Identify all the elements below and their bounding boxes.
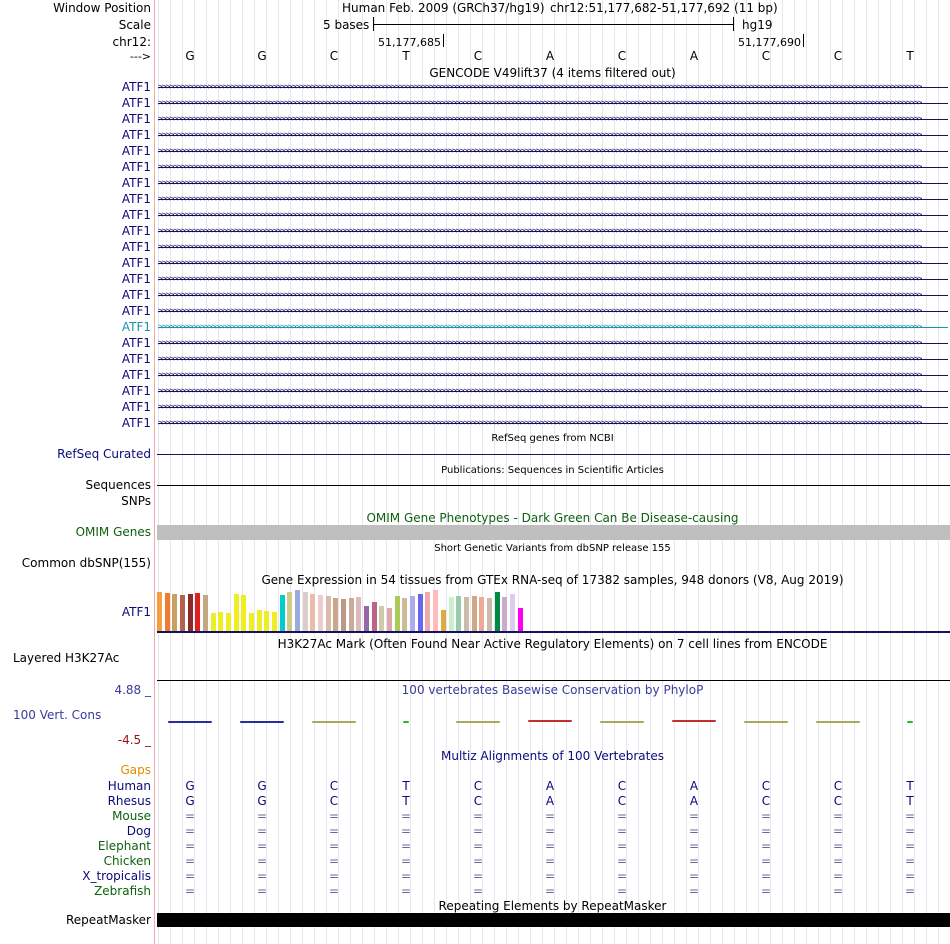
alignment-base: =: [832, 869, 844, 883]
alignment-base: A: [689, 794, 699, 808]
alignment-base: =: [544, 824, 556, 838]
scale-bar-right: [733, 17, 734, 31]
alignment-base: C: [473, 779, 483, 793]
track-labels-panel: [0, 0, 154, 944]
gtex-tissue-bar[interactable]: [272, 612, 277, 631]
gtex-tissue-bar[interactable]: [280, 595, 285, 631]
alignment-base: G: [257, 794, 267, 808]
alignment-base: G: [257, 779, 267, 793]
gene-strand-arrows: >>>>>>>>>>>>>>>>>>>>>>>>>>>>>>>>>>>>>>>>>>>>>>>>>>>>>>>>>>>>>>>>>>>>>>>>>>>>>>>>>>>>>>>>>>>>>>>>>>>>>>>>>>>>>>>>>>>>>>>>>>>>>>>>>>>>>>>>>>>>>>>>>>>>>>>>>>>>>>>>>>>>>>>>>>>>>>>>>>>>>>>>>>>>>>>>>>>>>>>>: [158, 115, 922, 123]
gtex-tissue-bar[interactable]: [310, 594, 315, 631]
alignment-base: =: [256, 884, 268, 898]
refseq-title: RefSeq genes from NCBI: [491, 433, 614, 444]
gtex-tissue-bar[interactable]: [295, 590, 300, 631]
gene-strand-arrows: >>>>>>>>>>>>>>>>>>>>>>>>>>>>>>>>>>>>>>>>>>>>>>>>>>>>>>>>>>>>>>>>>>>>>>>>>>>>>>>>>>>>>>>>>>>>>>>>>>>>>>>>>>>>>>>>>>>>>>>>>>>>>>>>>>>>>>>>>>>>>>>>>>>>>>>>>>>>>>>>>>>>>>>>>>>>>>>>>>>>>>>>>>>>>>>>>>>>>>>>: [158, 403, 922, 411]
gene-label-atf1[interactable]: ATF1: [121, 80, 151, 94]
base-letter: C: [833, 49, 843, 63]
base-letter: A: [545, 49, 555, 63]
gtex-tissue-bar[interactable]: [195, 593, 200, 631]
tick1-text: 51,177,685: [378, 36, 441, 49]
repeatmasker-title: Repeating Elements by RepeatMasker: [438, 899, 667, 913]
gene-label-atf1[interactable]: ATF1: [121, 384, 151, 398]
scale-text: 5 bases: [323, 18, 370, 32]
alignment-base: A: [545, 794, 555, 808]
gtex-tissue-bar[interactable]: [495, 592, 500, 631]
base-letter: T: [906, 49, 914, 63]
alignment-base: =: [328, 824, 340, 838]
omim-title: OMIM Gene Phenotypes - Dark Green Can Be Disease-causing: [366, 511, 739, 525]
alignment-base: =: [760, 809, 772, 823]
omim-track-label[interactable]: OMIM Genes: [75, 525, 151, 539]
gene-label-atf1[interactable]: ATF1: [121, 128, 151, 142]
gtex-tissue-bar[interactable]: [341, 599, 346, 631]
gene-strand-arrows: >>>>>>>>>>>>>>>>>>>>>>>>>>>>>>>>>>>>>>>>>>>>>>>>>>>>>>>>>>>>>>>>>>>>>>>>>>>>>>>>>>>>>>>>>>>>>>>>>>>>>>>>>>>>>>>>>>>>>>>>>>>>>>>>>>>>>>>>>>>>>>>>>>>>>>>>>>>>>>>>>>>>>>>>>>>>>>>>>>>>>>>>>>>>>>>>>>>>>>>>: [158, 339, 922, 347]
alignment-base: =: [400, 884, 412, 898]
snps-track-label[interactable]: SNPs: [121, 494, 151, 508]
alignment-base: A: [689, 779, 699, 793]
h3k27ac-baseline: [157, 680, 950, 681]
gene-label-atf1[interactable]: ATF1: [121, 400, 151, 414]
gtex-tissue-bar[interactable]: [510, 594, 515, 631]
gene-strand-arrows: >>>>>>>>>>>>>>>>>>>>>>>>>>>>>>>>>>>>>>>>>>>>>>>>>>>>>>>>>>>>>>>>>>>>>>>>>>>>>>>>>>>>>>>>>>>>>>>>>>>>>>>>>>>>>>>>>>>>>>>>>>>>>>>>>>>>>>>>>>>>>>>>>>>>>>>>>>>>>>>>>>>>>>>>>>>>>>>>>>>>>>>>>>>>>>>>>>>>>>>>: [158, 243, 922, 251]
alignment-base: G: [185, 794, 195, 808]
gtex-tissue-bar[interactable]: [456, 596, 461, 631]
species-label[interactable]: Chicken: [103, 854, 151, 868]
phylop-mark[interactable]: [907, 721, 913, 723]
alignment-base: =: [256, 854, 268, 868]
alignment-base: C: [617, 779, 627, 793]
gtex-bar-chart[interactable]: [155, 588, 555, 631]
alignment-base: =: [688, 809, 700, 823]
gtex-tissue-bar[interactable]: [479, 597, 484, 631]
alignment-base: =: [472, 854, 484, 868]
gene-label-atf1[interactable]: ATF1: [121, 144, 151, 158]
gene-label-atf1[interactable]: ATF1: [121, 416, 151, 430]
phylop-mark[interactable]: [600, 721, 644, 723]
alignment-base: =: [544, 854, 556, 868]
alignment-base: =: [616, 884, 628, 898]
species-label[interactable]: Zebrafish: [94, 884, 151, 898]
gene-label-atf1[interactable]: ATF1: [121, 112, 151, 126]
alignment-base: =: [472, 869, 484, 883]
base-letter: G: [185, 49, 195, 63]
species-label[interactable]: Elephant: [97, 839, 151, 853]
phylop-track-label[interactable]: 100 Vert. Cons: [13, 708, 102, 722]
alignment-base: =: [760, 884, 772, 898]
alignment-base: T: [402, 794, 410, 808]
dbsnp-title: Short Genetic Variants from dbSNP release 155: [434, 543, 671, 554]
gtex-tissue-bar[interactable]: [425, 592, 430, 631]
alignment-base: =: [400, 839, 412, 853]
alignment-base: C: [833, 794, 843, 808]
gene-strand-arrows: >>>>>>>>>>>>>>>>>>>>>>>>>>>>>>>>>>>>>>>>>>>>>>>>>>>>>>>>>>>>>>>>>>>>>>>>>>>>>>>>>>>>>>>>>>>>>>>>>>>>>>>>>>>>>>>>>>>>>>>>>>>>>>>>>>>>>>>>>>>>>>>>>>>>>>>>>>>>>>>>>>>>>>>>>>>>>>>>>>>>>>>>>>>>>>>>>>>>>>>>: [158, 195, 922, 203]
gtex-tissue-bar[interactable]: [387, 608, 392, 631]
phylop-mark[interactable]: [403, 721, 409, 723]
phylop-mark[interactable]: [456, 721, 500, 723]
gtex-title: Gene Expression in 54 tissues from GTEx RNA-seq of 17382 samples, 948 donors (V8, Aug 2019): [261, 573, 844, 587]
gtex-track-label[interactable]: ATF1: [121, 605, 151, 619]
refseq-track-line[interactable]: [157, 454, 950, 455]
dbsnp-track-label[interactable]: Common dbSNP(155): [21, 556, 151, 570]
gene-strand-arrows: >>>>>>>>>>>>>>>>>>>>>>>>>>>>>>>>>>>>>>>>>>>>>>>>>>>>>>>>>>>>>>>>>>>>>>>>>>>>>>>>>>>>>>>>>>>>>>>>>>>>>>>>>>>>>>>>>>>>>>>>>>>>>>>>>>>>>>>>>>>>>>>>>>>>>>>>>>>>>>>>>>>>>>>>>>>>>>>>>>>>>>>>>>>>>>>>>>>>>>>>: [158, 211, 922, 219]
gene-label-atf1[interactable]: ATF1: [121, 192, 151, 206]
alignment-base: T: [906, 779, 914, 793]
gtex-tissue-bar[interactable]: [410, 596, 415, 631]
gtex-tissue-bar[interactable]: [226, 613, 231, 631]
alignment-base: =: [688, 839, 700, 853]
publications-title: Publications: Sequences in Scientific Articles: [441, 465, 664, 476]
gtex-tissue-bar[interactable]: [349, 598, 354, 631]
gene-label-atf1[interactable]: ATF1: [121, 224, 151, 238]
gtex-tissue-bar[interactable]: [502, 597, 507, 631]
gtex-tissue-bar[interactable]: [395, 596, 400, 631]
gene-strand-arrows: >>>>>>>>>>>>>>>>>>>>>>>>>>>>>>>>>>>>>>>>>>>>>>>>>>>>>>>>>>>>>>>>>>>>>>>>>>>>>>>>>>>>>>>>>>>>>>>>>>>>>>>>>>>>>>>>>>>>>>>>>>>>>>>>>>>>>>>>>>>>>>>>>>>>>>>>>>>>>>>>>>>>>>>>>>>>>>>>>>>>>>>>>>>>>>>>>>>>>>>>: [158, 323, 922, 331]
gtex-tissue-bar[interactable]: [257, 610, 262, 631]
alignment-base: =: [760, 854, 772, 868]
alignment-base: =: [616, 869, 628, 883]
gene-strand-arrows: >>>>>>>>>>>>>>>>>>>>>>>>>>>>>>>>>>>>>>>>>>>>>>>>>>>>>>>>>>>>>>>>>>>>>>>>>>>>>>>>>>>>>>>>>>>>>>>>>>>>>>>>>>>>>>>>>>>>>>>>>>>>>>>>>>>>>>>>>>>>>>>>>>>>>>>>>>>>>>>>>>>>>>>>>>>>>>>>>>>>>>>>>>>>>>>>>>>>>>>>: [158, 371, 922, 379]
alignment-base: T: [402, 779, 410, 793]
h3k27ac-title: H3K27Ac Mark (Often Found Near Active Regulatory Elements) on 7 cell lines from ENCODE: [277, 637, 828, 651]
publications-track-line[interactable]: [157, 485, 950, 486]
alignment-base: =: [904, 839, 916, 853]
assembly-text: Human Feb. 2009 (GRCh37/hg19): [342, 1, 545, 15]
gene-label-atf1[interactable]: ATF1: [121, 256, 151, 270]
alignment-base: =: [472, 809, 484, 823]
gtex-tissue-bar[interactable]: [326, 596, 331, 631]
alignment-base: =: [256, 809, 268, 823]
alignment-base: =: [832, 809, 844, 823]
base-letter: A: [689, 49, 699, 63]
gtex-tissue-bar[interactable]: [264, 611, 269, 631]
phylop-mark[interactable]: [168, 721, 212, 723]
tick1-mark: [443, 34, 444, 47]
alignment-base: =: [832, 884, 844, 898]
phylop-mark[interactable]: [816, 721, 860, 723]
gtex-tissue-bar[interactable]: [487, 598, 492, 631]
gtex-tissue-bar[interactable]: [165, 593, 170, 631]
tick2-mark: [803, 34, 804, 47]
gtex-tissue-bar[interactable]: [234, 594, 239, 631]
base-letter: T: [402, 49, 410, 63]
gene-label-atf1[interactable]: ATF1: [121, 96, 151, 110]
alignment-base: C: [617, 794, 627, 808]
gtex-tissue-bar[interactable]: [188, 594, 193, 631]
position-text: chr12:51,177,682-51,177,692 (11 bp): [550, 1, 778, 15]
gtex-tissue-bar[interactable]: [356, 597, 361, 631]
gtex-tissue-bar[interactable]: [303, 592, 308, 631]
alignment-base: =: [184, 869, 196, 883]
gene-label-atf1[interactable]: ATF1: [121, 176, 151, 190]
alignment-base: =: [760, 869, 772, 883]
alignment-base: =: [904, 869, 916, 883]
alignment-base: =: [184, 839, 196, 853]
gene-label-atf1[interactable]: ATF1: [121, 320, 151, 334]
h3k27ac-track-label[interactable]: Layered H3K27Ac: [13, 651, 120, 665]
alignment-base: =: [256, 869, 268, 883]
alignment-base: T: [906, 794, 914, 808]
gene-label-atf1[interactable]: ATF1: [121, 272, 151, 286]
alignment-base: =: [328, 869, 340, 883]
repeatmasker-track-bar[interactable]: [157, 913, 950, 927]
alignment-base: =: [904, 854, 916, 868]
alignment-base: =: [832, 824, 844, 838]
gtex-tissue-bar[interactable]: [203, 595, 208, 631]
gtex-tissue-bar[interactable]: [287, 592, 292, 631]
gtex-tissue-bar[interactable]: [333, 598, 338, 631]
phylop-title: 100 vertebrates Basewise Conservation by PhyloP: [401, 683, 704, 697]
gtex-tissue-bar[interactable]: [441, 610, 446, 631]
alignment-base: C: [761, 779, 771, 793]
alignment-base: =: [688, 869, 700, 883]
alignment-base: =: [544, 839, 556, 853]
alignment-base: =: [328, 809, 340, 823]
gtex-tissue-bar[interactable]: [379, 606, 384, 631]
alignment-base: =: [760, 839, 772, 853]
species-label[interactable]: X_tropicalis: [82, 869, 151, 883]
gene-label-atf1[interactable]: ATF1: [121, 368, 151, 382]
gtex-tissue-bar[interactable]: [211, 613, 216, 631]
gene-strand-arrows: >>>>>>>>>>>>>>>>>>>>>>>>>>>>>>>>>>>>>>>>>>>>>>>>>>>>>>>>>>>>>>>>>>>>>>>>>>>>>>>>>>>>>>>>>>>>>>>>>>>>>>>>>>>>>>>>>>>>>>>>>>>>>>>>>>>>>>>>>>>>>>>>>>>>>>>>>>>>>>>>>>>>>>>>>>>>>>>>>>>>>>>>>>>>>>>>>>>>>>>>: [158, 131, 922, 139]
gtex-tissue-bar[interactable]: [241, 595, 246, 631]
gene-label-atf1[interactable]: ATF1: [121, 240, 151, 254]
alignment-base: G: [185, 779, 195, 793]
browser-image-panel[interactable]: [155, 0, 950, 944]
gtex-tissue-bar[interactable]: [433, 590, 438, 631]
alignment-base: =: [544, 809, 556, 823]
alignment-base: =: [904, 809, 916, 823]
gtex-tissue-bar[interactable]: [364, 606, 369, 631]
gtex-baseline: [157, 631, 950, 633]
gene-label-atf1[interactable]: ATF1: [121, 160, 151, 174]
alignment-base: =: [256, 824, 268, 838]
alignment-base: =: [184, 854, 196, 868]
scale-label: Scale: [118, 18, 151, 32]
gtex-tissue-bar[interactable]: [157, 592, 162, 631]
gtex-tissue-bar[interactable]: [472, 596, 477, 631]
alignment-base: =: [688, 824, 700, 838]
alignment-base: =: [544, 884, 556, 898]
alignment-base: =: [616, 839, 628, 853]
scale-bar: [373, 24, 733, 25]
gene-label-atf1[interactable]: ATF1: [121, 352, 151, 366]
base-letter: C: [617, 49, 627, 63]
alignment-base: =: [688, 884, 700, 898]
phylop-mark[interactable]: [240, 721, 284, 723]
base-letter: C: [473, 49, 483, 63]
chrom-label: chr12:: [112, 35, 151, 49]
base-letter: C: [761, 49, 771, 63]
species-label[interactable]: Rhesus: [107, 794, 151, 808]
sequences-track-label[interactable]: Sequences: [85, 478, 151, 492]
gtex-tissue-bar[interactable]: [518, 608, 523, 631]
gtex-tissue-bar[interactable]: [218, 612, 223, 631]
species-label[interactable]: Dog: [126, 824, 151, 838]
gtex-tissue-bar[interactable]: [372, 602, 377, 631]
alignment-base: =: [616, 824, 628, 838]
gtex-tissue-bar[interactable]: [172, 594, 177, 631]
phylop-mark[interactable]: [312, 721, 356, 723]
gene-strand-arrows: >>>>>>>>>>>>>>>>>>>>>>>>>>>>>>>>>>>>>>>>>>>>>>>>>>>>>>>>>>>>>>>>>>>>>>>>>>>>>>>>>>>>>>>>>>>>>>>>>>>>>>>>>>>>>>>>>>>>>>>>>>>>>>>>>>>>>>>>>>>>>>>>>>>>>>>>>>>>>>>>>>>>>>>>>>>>>>>>>>>>>>>>>>>>>>>>>>>>>>>>: [158, 259, 922, 267]
gene-strand-arrows: >>>>>>>>>>>>>>>>>>>>>>>>>>>>>>>>>>>>>>>>>>>>>>>>>>>>>>>>>>>>>>>>>>>>>>>>>>>>>>>>>>>>>>>>>>>>>>>>>>>>>>>>>>>>>>>>>>>>>>>>>>>>>>>>>>>>>>>>>>>>>>>>>>>>>>>>>>>>>>>>>>>>>>>>>>>>>>>>>>>>>>>>>>>>>>>>>>>>>>>>: [158, 227, 922, 235]
gene-label-atf1[interactable]: ATF1: [121, 208, 151, 222]
gtex-tissue-bar[interactable]: [249, 613, 254, 631]
refseq-track-label[interactable]: RefSeq Curated: [57, 447, 151, 461]
db-text: hg19: [742, 18, 773, 32]
alignment-base: C: [329, 779, 339, 793]
gene-strand-arrows: >>>>>>>>>>>>>>>>>>>>>>>>>>>>>>>>>>>>>>>>>>>>>>>>>>>>>>>>>>>>>>>>>>>>>>>>>>>>>>>>>>>>>>>>>>>>>>>>>>>>>>>>>>>>>>>>>>>>>>>>>>>>>>>>>>>>>>>>>>>>>>>>>>>>>>>>>>>>>>>>>>>>>>>>>>>>>>>>>>>>>>>>>>>>>>>>>>>>>>>>: [158, 99, 922, 107]
alignment-base: C: [761, 794, 771, 808]
gtex-tissue-bar[interactable]: [418, 594, 423, 631]
alignment-base: =: [184, 884, 196, 898]
alignment-base: =: [328, 884, 340, 898]
gene-strand-arrows: >>>>>>>>>>>>>>>>>>>>>>>>>>>>>>>>>>>>>>>>>>>>>>>>>>>>>>>>>>>>>>>>>>>>>>>>>>>>>>>>>>>>>>>>>>>>>>>>>>>>>>>>>>>>>>>>>>>>>>>>>>>>>>>>>>>>>>>>>>>>>>>>>>>>>>>>>>>>>>>>>>>>>>>>>>>>>>>>>>>>>>>>>>>>>>>>>>>>>>>>: [158, 387, 922, 395]
alignment-base: =: [400, 824, 412, 838]
alignment-base: =: [472, 884, 484, 898]
alignment-base: =: [832, 854, 844, 868]
gene-strand-arrows: >>>>>>>>>>>>>>>>>>>>>>>>>>>>>>>>>>>>>>>>>>>>>>>>>>>>>>>>>>>>>>>>>>>>>>>>>>>>>>>>>>>>>>>>>>>>>>>>>>>>>>>>>>>>>>>>>>>>>>>>>>>>>>>>>>>>>>>>>>>>>>>>>>>>>>>>>>>>>>>>>>>>>>>>>>>>>>>>>>>>>>>>>>>>>>>>>>>>>>>>: [158, 147, 922, 155]
phylop-mark[interactable]: [744, 721, 788, 723]
alignment-base: =: [256, 839, 268, 853]
phylop-mark[interactable]: [528, 720, 572, 722]
base-letter: C: [329, 49, 339, 63]
species-label[interactable]: Mouse: [112, 809, 151, 823]
alignment-base: =: [616, 809, 628, 823]
gene-strand-arrows: >>>>>>>>>>>>>>>>>>>>>>>>>>>>>>>>>>>>>>>>>>>>>>>>>>>>>>>>>>>>>>>>>>>>>>>>>>>>>>>>>>>>>>>>>>>>>>>>>>>>>>>>>>>>>>>>>>>>>>>>>>>>>>>>>>>>>>>>>>>>>>>>>>>>>>>>>>>>>>>>>>>>>>>>>>>>>>>>>>>>>>>>>>>>>>>>>>>>>>>>: [158, 275, 922, 283]
gene-label-atf1[interactable]: ATF1: [121, 288, 151, 302]
gene-strand-arrows: >>>>>>>>>>>>>>>>>>>>>>>>>>>>>>>>>>>>>>>>>>>>>>>>>>>>>>>>>>>>>>>>>>>>>>>>>>>>>>>>>>>>>>>>>>>>>>>>>>>>>>>>>>>>>>>>>>>>>>>>>>>>>>>>>>>>>>>>>>>>>>>>>>>>>>>>>>>>>>>>>>>>>>>>>>>>>>>>>>>>>>>>>>>>>>>>>>>>>>>>: [158, 307, 922, 315]
multiz-title: Multiz Alignments of 100 Vertebrates: [440, 749, 665, 763]
species-label[interactable]: Human: [107, 779, 151, 793]
alignment-base: =: [328, 839, 340, 853]
alignment-base: =: [328, 854, 340, 868]
alignment-base: =: [400, 854, 412, 868]
gene-strand-arrows: >>>>>>>>>>>>>>>>>>>>>>>>>>>>>>>>>>>>>>>>>>>>>>>>>>>>>>>>>>>>>>>>>>>>>>>>>>>>>>>>>>>>>>>>>>>>>>>>>>>>>>>>>>>>>>>>>>>>>>>>>>>>>>>>>>>>>>>>>>>>>>>>>>>>>>>>>>>>>>>>>>>>>>>>>>>>>>>>>>>>>>>>>>>>>>>>>>>>>>>>: [158, 291, 922, 299]
gaps-label[interactable]: Gaps: [120, 763, 151, 777]
gene-strand-arrows: >>>>>>>>>>>>>>>>>>>>>>>>>>>>>>>>>>>>>>>>>>>>>>>>>>>>>>>>>>>>>>>>>>>>>>>>>>>>>>>>>>>>>>>>>>>>>>>>>>>>>>>>>>>>>>>>>>>>>>>>>>>>>>>>>>>>>>>>>>>>>>>>>>>>>>>>>>>>>>>>>>>>>>>>>>>>>>>>>>>>>>>>>>>>>>>>>>>>>>>>: [158, 163, 922, 171]
alignment-base: C: [833, 779, 843, 793]
alignment-base: =: [904, 884, 916, 898]
alignment-base: =: [832, 839, 844, 853]
alignment-base: =: [184, 824, 196, 838]
alignment-base: =: [472, 839, 484, 853]
omim-track-bar[interactable]: [157, 525, 950, 540]
alignment-base: =: [904, 824, 916, 838]
alignment-base: =: [760, 824, 772, 838]
base-letter: G: [257, 49, 267, 63]
alignment-base: C: [473, 794, 483, 808]
alignment-base: =: [472, 824, 484, 838]
gtex-tissue-bar[interactable]: [402, 598, 407, 631]
tick2-text: 51,177,690: [738, 36, 801, 49]
gene-strand-arrows: >>>>>>>>>>>>>>>>>>>>>>>>>>>>>>>>>>>>>>>>>>>>>>>>>>>>>>>>>>>>>>>>>>>>>>>>>>>>>>>>>>>>>>>>>>>>>>>>>>>>>>>>>>>>>>>>>>>>>>>>>>>>>>>>>>>>>>>>>>>>>>>>>>>>>>>>>>>>>>>>>>>>>>>>>>>>>>>>>>>>>>>>>>>>>>>>>>>>>>>>: [158, 355, 922, 363]
alignment-base: =: [688, 854, 700, 868]
gene-strand-arrows: >>>>>>>>>>>>>>>>>>>>>>>>>>>>>>>>>>>>>>>>>>>>>>>>>>>>>>>>>>>>>>>>>>>>>>>>>>>>>>>>>>>>>>>>>>>>>>>>>>>>>>>>>>>>>>>>>>>>>>>>>>>>>>>>>>>>>>>>>>>>>>>>>>>>>>>>>>>>>>>>>>>>>>>>>>>>>>>>>>>>>>>>>>>>>>>>>>>>>>>>: [158, 419, 922, 427]
gene-label-atf1[interactable]: ATF1: [121, 304, 151, 318]
alignment-base: C: [329, 794, 339, 808]
alignment-base: =: [616, 854, 628, 868]
gene-strand-arrows: >>>>>>>>>>>>>>>>>>>>>>>>>>>>>>>>>>>>>>>>>>>>>>>>>>>>>>>>>>>>>>>>>>>>>>>>>>>>>>>>>>>>>>>>>>>>>>>>>>>>>>>>>>>>>>>>>>>>>>>>>>>>>>>>>>>>>>>>>>>>>>>>>>>>>>>>>>>>>>>>>>>>>>>>>>>>>>>>>>>>>>>>>>>>>>>>>>>>>>>>: [158, 179, 922, 187]
alignment-base: =: [400, 809, 412, 823]
window-position-label: Window Position: [53, 1, 151, 15]
gencode-title: GENCODE V49lift37 (4 items filtered out): [429, 66, 676, 80]
alignment-base: A: [545, 779, 555, 793]
gtex-tissue-bar[interactable]: [464, 597, 469, 631]
alignment-base: =: [184, 809, 196, 823]
gtex-tissue-bar[interactable]: [180, 595, 185, 631]
repeatmasker-track-label[interactable]: RepeatMasker: [65, 913, 151, 927]
gene-strand-arrows: >>>>>>>>>>>>>>>>>>>>>>>>>>>>>>>>>>>>>>>>>>>>>>>>>>>>>>>>>>>>>>>>>>>>>>>>>>>>>>>>>>>>>>>>>>>>>>>>>>>>>>>>>>>>>>>>>>>>>>>>>>>>>>>>>>>>>>>>>>>>>>>>>>>>>>>>>>>>>>>>>>>>>>>>>>>>>>>>>>>>>>>>>>>>>>>>>>>>>>>>: [158, 83, 922, 91]
gtex-tissue-bar[interactable]: [318, 595, 323, 631]
gene-label-atf1[interactable]: ATF1: [121, 336, 151, 350]
phylop-max-label: 4.88 _: [114, 683, 151, 697]
alignment-base: =: [544, 869, 556, 883]
gtex-tissue-bar[interactable]: [449, 597, 454, 631]
strand-label[interactable]: --->: [129, 50, 151, 63]
alignment-base: =: [400, 869, 412, 883]
phylop-mark[interactable]: [672, 720, 716, 722]
phylop-min-label: -4.5 _: [117, 733, 151, 747]
